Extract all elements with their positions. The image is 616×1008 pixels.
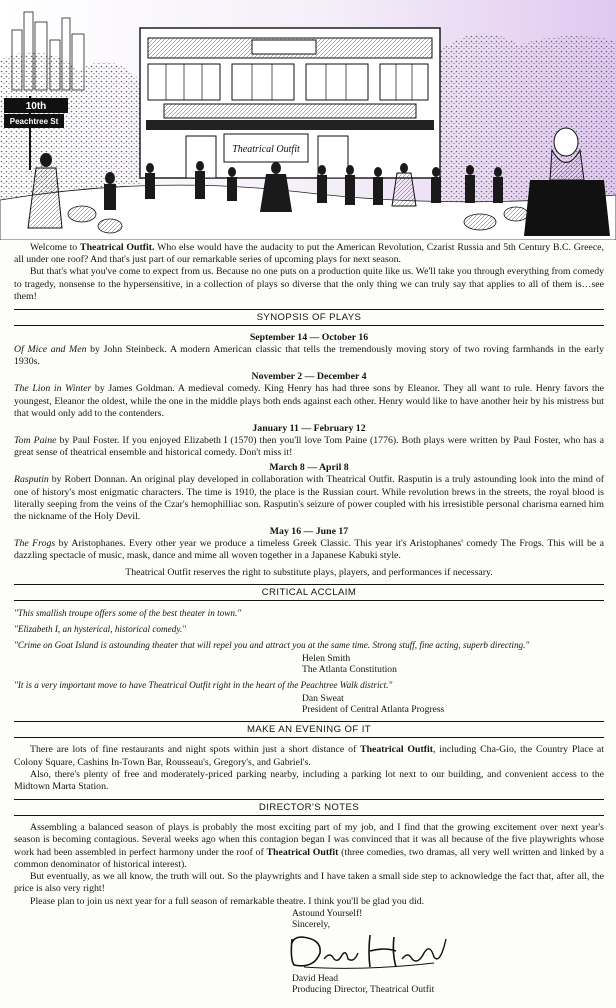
play-description: Rasputin by Robert Donnan. An original play developed in collaboration with Theatrical Outfit. Rasputin is a truly astounding look into the mind of one of history's most enigmatic characters. The time is 1910, the place is the Russian court. While revolution brews in the streets, the royal blood is literally seeping from the veins of the Czar's hemophilliac son. Rasputin's seizure of power coupled with his irresistible personal charisma earned him the nickname of the Holy Devil. [14, 474, 604, 523]
play-dates: November 2 — December 4 [251, 371, 367, 383]
director-title: Producing Director, Theatrical Outfit [292, 983, 435, 995]
play-description: Of Mice and Men by John Steinbeck. A modern American classic that tells the tremendously moving story of two roving farmhands in the early 1930s. [14, 344, 604, 368]
play-description: The Lion in Winter by James Goldman. A medieval comedy. King Henry has had three sons by Eleanor. They all want to rule. Henry favors the youngest, Eleanor the oldest, while the one in the middle plays both ends against each other. Henry would like to have another heir by his mistress but that would only add to the contenders. [14, 383, 604, 419]
quote-attribution-org: President of Central Atlanta Progress [302, 704, 445, 716]
play-description: Tom Paine by Paul Foster. If you enjoyed Elizabeth I (1570) then you'll love Tom Paine (1776). Both plays were written by Paul Foster, who has a great sense of theatrical ensemble and historical comedy. Don't miss it! [14, 435, 605, 459]
play-item [14, 332, 604, 368]
evening-heading: MAKE AN EVENING OF IT [14, 721, 604, 738]
play-dates: September 14 — October 16 [249, 332, 369, 344]
play-item [14, 371, 604, 420]
director-paragraph-1: Assembling a balanced season of plays is probably the most exciting part of my job, and I find that the growing excitement over next year's season is becoming contagious. Several weeks ago when this contagion began I was convinced that it was all because of the five playwrights whose work had been assembled in perfect harmony under the roof of Theatrical Outfit (three comedies, two dramas, all very well written and linked by a common denominator of historical interest). [14, 822, 604, 870]
evening-section [14, 744, 604, 793]
handwritten-signature [284, 929, 454, 973]
acclaim-section [14, 607, 604, 716]
quote-attribution-name: Dan Sweat [302, 693, 344, 705]
director-paragraph-2: But eventually, as we all know, the truth will out. So the playwrights and I have taken a small side step to acknowledge the fact that, after all, the price is also very right! [14, 871, 604, 895]
play-item [14, 462, 604, 523]
play-dates: January 11 — February 12 [252, 423, 366, 435]
play-dates: May 16 — June 17 [269, 526, 349, 538]
intro-paragraph-1: Welcome to Theatrical Outfit. Who else would have the audacity to put the American Revolution, Czarist Russia and 5th Century B.C. Greece, all under one roof? And that's just part of our remarkable series of upcoming plays for next season. [14, 242, 604, 266]
quote-attribution-name: Helen Smith [302, 652, 351, 664]
review-quote: "Elizabeth I, an hysterical, historical comedy." [14, 623, 187, 634]
closing-line: Astound Yourself! [292, 907, 363, 919]
svg-text:Peachtree St: Peachtree St [9, 117, 59, 126]
director-section [14, 822, 604, 995]
marquee-sign: Theatrical Outfit [232, 144, 300, 155]
synopsis-heading: SYNOPSIS OF PLAYS [14, 309, 604, 326]
director-paragraph-3: Please plan to join us next year for a full season of remarkable theatre. I think you'll be glad you did. [30, 895, 425, 907]
play-dates: March 8 — April 8 [269, 462, 349, 474]
evening-paragraph-2: Also, there's plenty of free and moderately-priced parking nearby, including a parking lot next to our building, and convenient access to the Midtown Marta Station. [14, 768, 604, 793]
play-item [14, 423, 604, 459]
theatre-building [140, 28, 440, 178]
review-quote: "Crime on Goat Island is astounding theater that will repel you and attract you at the same time. Strong stuff, fine acting, superb directing." [14, 639, 530, 650]
review-quote: "This smallish troupe offers some of the best theater in town." [14, 607, 242, 618]
synopsis-section [14, 332, 604, 578]
intro-section [14, 242, 604, 303]
flyer-content [14, 242, 604, 995]
review-quote: "It is a very important move to have Theatrical Outfit right in the heart of the Peachtree Walk district." [14, 680, 393, 691]
intro-paragraph-2: But that's what you've come to expect from us. Because no one puts on a production quite like us. We'll take you through everything from comedy to tragedy, nonsense to the hypersensitive, in a collection of plays so diverse that the only thing we can truly say that applies to all of them is…see them! [14, 266, 604, 302]
quote-attribution-org: The Atlanta Constitution [302, 663, 397, 675]
acclaim-heading: CRITICAL ACCLAIM [14, 584, 604, 601]
director-name: David Head [292, 972, 339, 984]
header-illustration [0, 0, 616, 240]
svg-text:10th: 10th [25, 101, 47, 112]
closing-sincerely: Sincerely, [292, 919, 331, 931]
theatre-building-illustration [0, 0, 616, 240]
play-item [14, 526, 604, 562]
substitution-note: Theatrical Outfit reserves the right to substitute plays, players, and performances if necessary. [125, 566, 493, 578]
play-description: The Frogs by Aristophanes. Every other year we produce a timeless Greek Classic. This year it's Aristophanes' comedy The Frogs. This will be a dazzling spectacle of music, mask, dance and mime all woven together in a Japanese Kabuki style. [14, 538, 605, 562]
evening-paragraph-1: There are lots of fine restaurants and night spots within just a short distance of Theatrical Outfit, including Cha-Gio, the Country Place at Colony Square, Cashins In-Town Bar, Rousseau's, Gregory's, and Gabriel's. [14, 744, 605, 768]
director-heading: DIRECTOR'S NOTES [14, 799, 604, 816]
